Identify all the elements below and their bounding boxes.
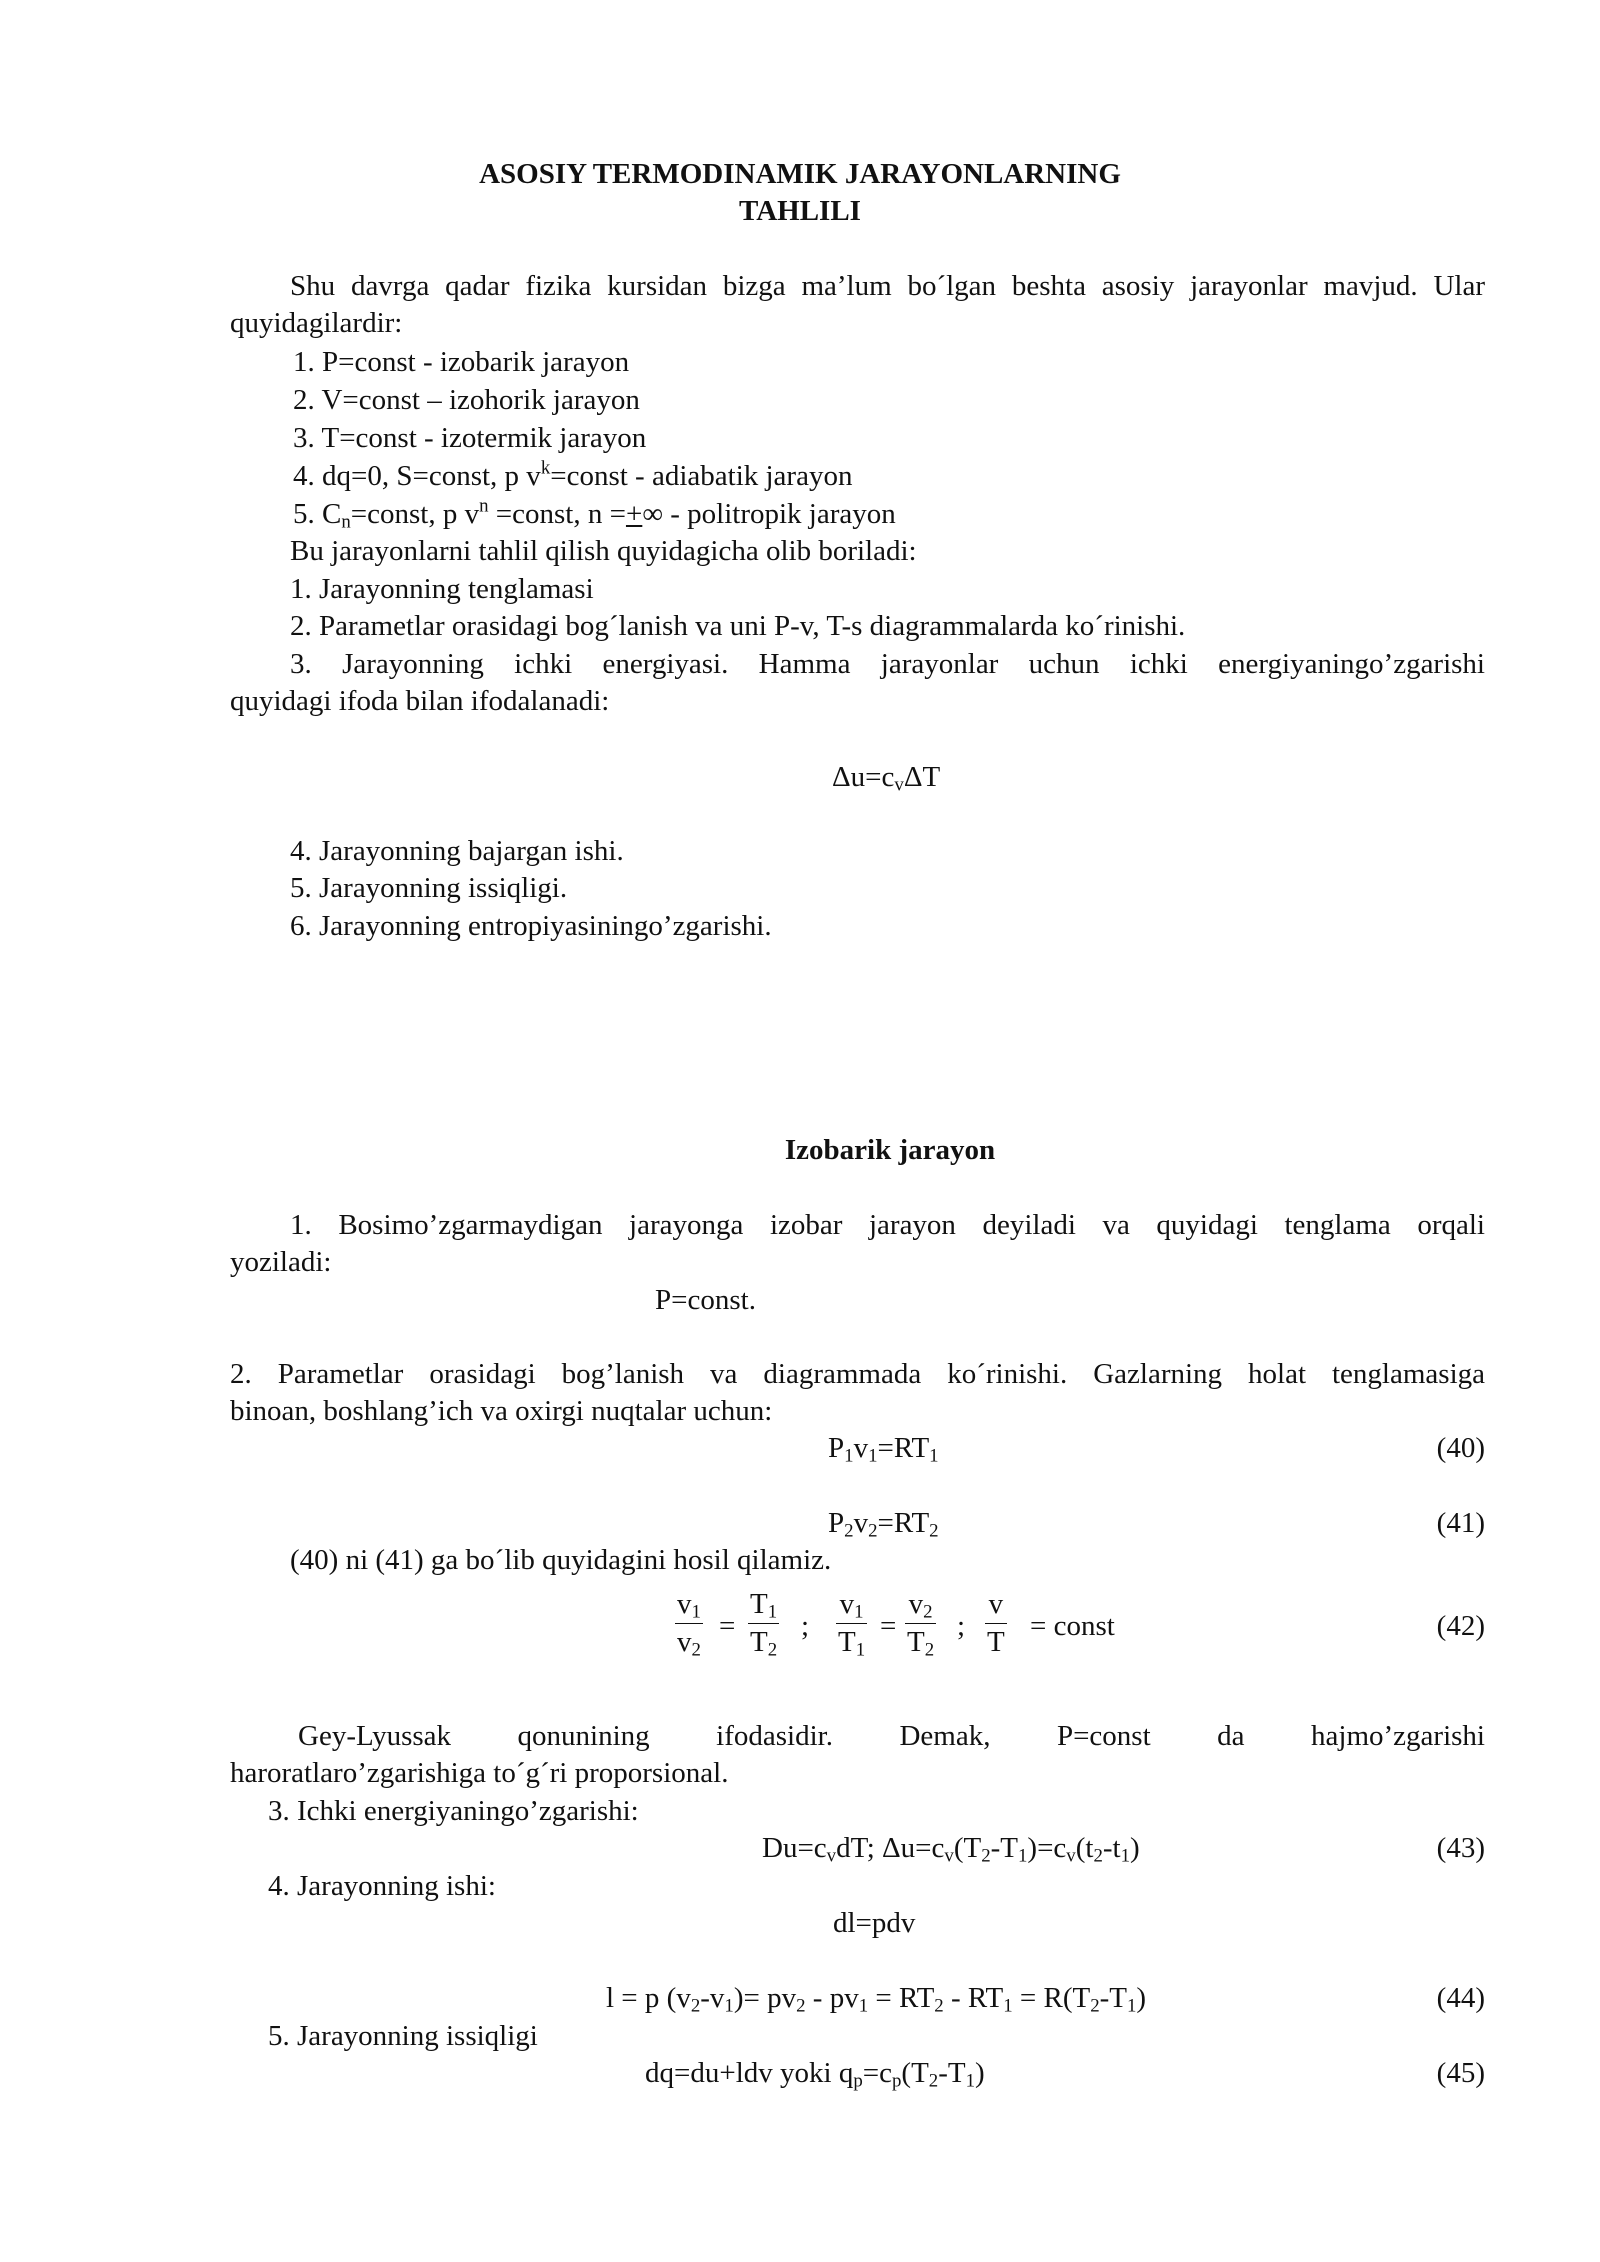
intro-line2: quyidagilardir:: [230, 307, 403, 339]
section-item-5: 5. Jarayonning issiqligi: [268, 2020, 538, 2052]
analysis-intro: Bu jarayonlarni tahlil qilish quyidagicha olib boriladi:: [290, 535, 917, 567]
section-para1-line2: yoziladi:: [230, 1246, 332, 1278]
analysis-item-4: 4. Jarayonning bajargan ishi.: [290, 835, 624, 867]
analysis-item-6: 6. Jarayonning entropiyasiningo’zgarishi.: [290, 910, 772, 942]
fraction-t1-t2: $T_1$ $T_2$: [750, 1588, 778, 1661]
section-para2-line2: binoan, boshlang’ich va oxirgi nuqtalar uchun:: [230, 1395, 773, 1427]
analysis-item-5: 5. Jarayonning issiqligi.: [290, 872, 568, 904]
divide-text: (40) ni (41) ga bo´lib quyidagini hosil qilamiz.: [290, 1544, 832, 1576]
equation-45: dq=du+ldv yoki $q_p=c_p(T_2-T_1)$: [645, 2057, 985, 2092]
process-item-5: 5. $C_n=const$, p $v^n$ =const, n =+∞ - politropik jarayon: [293, 495, 896, 533]
analysis-item-1: 1. Jarayonning tenglamasi: [290, 573, 594, 605]
page-title-line2: TAHLILI: [739, 195, 861, 227]
equals-sign: =: [719, 1610, 736, 1642]
section-para1-line1: 1. Bosimo’zgarmaydigan jarayonga izobar jarayon deyiladi va quyidagi tenglama orqali: [290, 1209, 1485, 1241]
dl-formula: dl=pdv: [833, 1907, 916, 1939]
process-item-2: 2. V=const – izohorik jarayon: [293, 384, 640, 416]
section-para2-line1: 2. Parametlar orasidagi bog’lanish va diagrammada ko´rinishi. Gazlarning holat tenglamasiga: [230, 1358, 1485, 1390]
equals-sign: =: [880, 1610, 897, 1642]
fraction-v1-v2: $v_1$ $v_2$: [677, 1588, 701, 1661]
section-item-3: 3. Ichki energiyaningo’zgarishi:: [268, 1795, 639, 1827]
process-item-1: 1. P=const - izobarik jarayon: [293, 346, 630, 378]
gey-lyussak-line1: Gey-Lyussak qonunining ifodasidir. Demak, P=const da hajmo’zgarishi: [298, 1720, 1485, 1752]
page-title-line1: ASOSIY TERMODINAMIK JARAYONLARNING: [479, 158, 1121, 190]
semicolon: ;: [801, 1610, 810, 1642]
analysis-item-2: 2. Parametlar orasidagi bog´lanish va uni P-v, T-s diagrammalarda ko´rinishi.: [290, 610, 1186, 642]
gey-lyussak-line2: haroratlaro’zgarishiga to´g´ri proporsional.: [230, 1757, 729, 1789]
equation-number-42: (42): [1436, 1610, 1485, 1642]
intro-line1: Shu davrga qadar fizika kursidan bizga ma’lum bo´lgan beshta asosiy jarayonlar mavjud. Ular: [290, 270, 1485, 302]
analysis-item-3-line1: 3. Jarayonning ichki energiyasi. Hamma jarayonlar uchun ichki energiyaningo’zgarishi: [290, 648, 1485, 680]
equation-number-44: (44): [1436, 1982, 1485, 2014]
equation-number-45: (45): [1436, 2057, 1485, 2089]
section-item-4: 4. Jarayonning ishi:: [268, 1870, 496, 1902]
equation-43: $Du=c_vdT$; $\Delta u=c_v(T_2-T_1)=c_v(t_2-t_1)$: [762, 1832, 1140, 1867]
du-formula: $\Delta u=c_v\Delta T$: [832, 761, 941, 796]
equation-44: l = p $(v_2-v_1)= pv_2 - pv_1 = RT_2 - RT_1 = R(T_2-T_1)$: [606, 1982, 1147, 2017]
equation-number-43: (43): [1436, 1832, 1485, 1864]
section-title: Izobarik jarayon: [784, 1134, 996, 1166]
fraction-v-t: v T: [987, 1588, 1005, 1658]
const-text: = const: [1030, 1610, 1115, 1642]
pconst-formula: P=const.: [655, 1284, 756, 1316]
process-item-3: 3. T=const - izotermik jarayon: [293, 422, 647, 454]
fraction-v2-t2: $v_2$ $T_2$: [907, 1588, 935, 1661]
equation-number-41: (41): [1436, 1507, 1485, 1539]
equation-41: $P_2v_2=RT_2$: [828, 1507, 939, 1542]
equation-40: $P_1v_1=RT_1$: [828, 1432, 939, 1467]
process-item-4: 4. dq=0, S=const, p $v^k=const$ - adiabatik jarayon: [293, 457, 853, 492]
semicolon: ;: [957, 1610, 966, 1642]
fraction-v1-t1: $v_1$ $T_1$: [838, 1588, 866, 1661]
equation-number-40: (40): [1436, 1432, 1485, 1464]
analysis-item-3-line2: quyidagi ifoda bilan ifodalanadi:: [230, 685, 610, 717]
